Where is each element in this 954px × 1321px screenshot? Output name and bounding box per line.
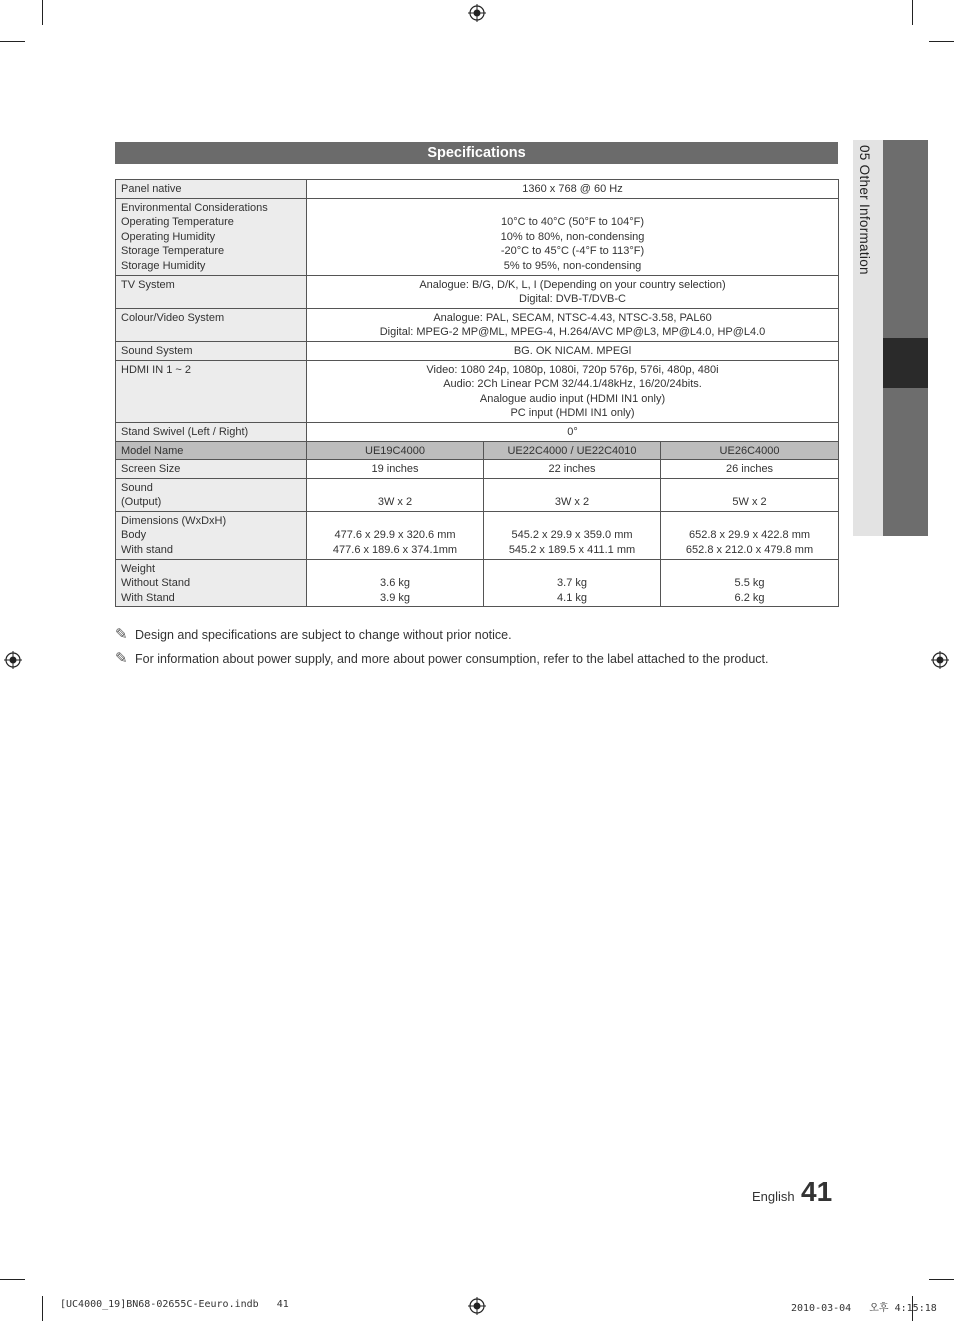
- value-line: 545.2 x 189.5 x 411.1 mm: [508, 544, 636, 557]
- print-slug-file: [UC4000_19]BN68-02655C-Eeuro.indb 41: [60, 1299, 289, 1310]
- note: [115, 649, 768, 667]
- label-line: With Stand: [121, 591, 175, 604]
- table-row: [116, 511, 839, 559]
- value-line: 10% to 80%, non-condensing: [500, 230, 645, 243]
- table-row: [116, 275, 839, 308]
- label-line: Without Stand: [121, 577, 191, 590]
- value-line: 652.8 x 212.0 x 479.8 mm: [685, 544, 814, 557]
- value-line: Digital: DVB-T/DVB-C: [519, 293, 626, 306]
- row-label: TV System: [116, 275, 307, 308]
- value-line: Digital: MPEG-2 MP@ML, MPEG-4, H.264/AVC MP@L3, MP@L4.0, HP@L4.0: [379, 326, 766, 339]
- label-line: Storage Humidity: [121, 259, 206, 272]
- row-value: [307, 275, 839, 308]
- row-label: [116, 559, 307, 607]
- row-label: Sound System: [116, 341, 307, 360]
- row-value: [307, 360, 839, 422]
- registration-mark-icon: [468, 1297, 486, 1315]
- value-line: 5.5 kg: [734, 577, 765, 590]
- crop-mark: [0, 1279, 25, 1280]
- page-number: 41: [801, 1176, 833, 1207]
- row-value: 1360 x 768 @ 60 Hz: [307, 180, 839, 199]
- table-row: [116, 180, 839, 199]
- value-line: 3.7 kg: [557, 577, 587, 590]
- value-line: 3.9 kg: [380, 591, 410, 604]
- value-line: Analogue: PAL, SECAM, NTSC-4.43, NTSC-3.58, PAL60: [433, 311, 712, 324]
- label-line: (Output): [121, 496, 162, 509]
- table-row: [116, 559, 839, 607]
- crop-mark: [0, 41, 25, 42]
- row-value: [307, 198, 839, 275]
- value-line: 652.8 x 29.9 x 422.8 mm: [688, 529, 811, 542]
- table-row: [116, 441, 839, 460]
- row-value: [661, 511, 839, 559]
- value-line: 6.2 kg: [734, 591, 765, 604]
- label-line: Body: [121, 529, 147, 542]
- value-line: 3.6 kg: [380, 577, 410, 590]
- label-line: Operating Humidity: [121, 230, 216, 243]
- model-cell: UE26C4000: [661, 441, 839, 460]
- row-label: [116, 198, 307, 275]
- row-value: [307, 308, 839, 341]
- table-row: [116, 198, 839, 275]
- row-value: BG. OK NICAM. MPEGl: [307, 341, 839, 360]
- label-line: Operating Temperature: [121, 216, 234, 229]
- row-value: 0°: [307, 422, 839, 441]
- row-value: 3W x 2: [484, 478, 661, 511]
- table-row: [116, 341, 839, 360]
- value-line: 477.6 x 29.9 x 320.6 mm: [334, 529, 456, 542]
- row-value: 22 inches: [484, 460, 661, 479]
- row-value: 5W x 2: [661, 478, 839, 511]
- value-line: 5% to 95%, non-condensing: [503, 259, 642, 272]
- model-cell: UE22C4000 / UE22C4010: [484, 441, 661, 460]
- section-tab-label: 05 Other Information: [857, 145, 872, 275]
- model-cell: UE19C4000: [307, 441, 484, 460]
- row-value: [484, 511, 661, 559]
- registration-mark-icon: [4, 651, 22, 669]
- value-line: Analogue audio input (HDMI IN1 only): [479, 392, 666, 405]
- row-label: [116, 478, 307, 511]
- label-line: Environmental Considerations: [121, 201, 268, 214]
- value-line: 4.1 kg: [557, 591, 587, 604]
- pencil-note-icon: ✎: [115, 650, 128, 667]
- row-label: Screen Size: [116, 460, 307, 479]
- spec-table: [115, 179, 839, 607]
- row-label: Panel native: [116, 180, 307, 199]
- row-value: 3W x 2: [307, 478, 484, 511]
- label-line: Dimensions (WxDxH): [121, 514, 227, 527]
- row-label: Model Name: [116, 441, 307, 460]
- value-line: 545.2 x 29.9 x 359.0 mm: [511, 529, 633, 542]
- pencil-note-icon: ✎: [115, 626, 128, 643]
- row-value: [484, 559, 661, 607]
- label-line: Storage Temperature: [121, 245, 225, 258]
- value-line: -20°C to 45°C (-4°F to 113°F): [500, 245, 645, 258]
- note: [115, 625, 512, 643]
- crop-mark: [912, 0, 913, 25]
- row-value: 26 inches: [661, 460, 839, 479]
- row-label: Stand Swivel (Left / Right): [116, 422, 307, 441]
- table-row: [116, 308, 839, 341]
- note-text: For information about power supply, and more about power consumption, refer to the label attached to the product.: [135, 652, 769, 666]
- table-row: [116, 460, 839, 479]
- value-line: 10°C to 40°C (50°F to 104°F): [501, 216, 644, 229]
- row-value: [307, 511, 484, 559]
- row-value: [661, 559, 839, 607]
- value-line: PC input (HDMI IN1 only): [510, 407, 635, 420]
- table-row: [116, 422, 839, 441]
- row-label: HDMI IN 1 ~ 2: [116, 360, 307, 422]
- registration-mark-icon: [931, 651, 949, 669]
- label-line: With stand: [121, 544, 173, 557]
- label-line: Sound: [121, 481, 153, 494]
- row-value: [307, 559, 484, 607]
- table-row: [116, 478, 839, 511]
- footer-language: English: [752, 1189, 795, 1204]
- row-value: 19 inches: [307, 460, 484, 479]
- page-title: Specifications: [115, 142, 838, 164]
- crop-mark: [929, 41, 954, 42]
- print-slug-date: 2010-03-04 오후 4:15:18: [791, 1303, 937, 1314]
- crop-mark: [42, 1296, 43, 1321]
- value-line: Analogue: B/G, D/K, L, I (Depending on your country selection): [419, 278, 726, 291]
- crop-mark: [929, 1279, 954, 1280]
- value-line: Video: 1080 24p, 1080p, 1080i, 720p 576p, 576i, 480p, 480i: [426, 363, 719, 376]
- crop-mark: [42, 0, 43, 25]
- registration-mark-icon: [468, 4, 486, 22]
- side-bar-marker: [883, 338, 928, 388]
- row-label: [116, 511, 307, 559]
- label-line: Weight: [121, 562, 156, 575]
- note-text: Design and specifications are subject to change without prior notice.: [135, 628, 512, 642]
- row-label: Colour/Video System: [116, 308, 307, 341]
- value-line: 477.6 x 189.6 x 374.1mm: [332, 544, 458, 557]
- table-row: [116, 360, 839, 422]
- value-line: Audio: 2Ch Linear PCM 32/44.1/48kHz, 16/20/24bits.: [443, 378, 702, 391]
